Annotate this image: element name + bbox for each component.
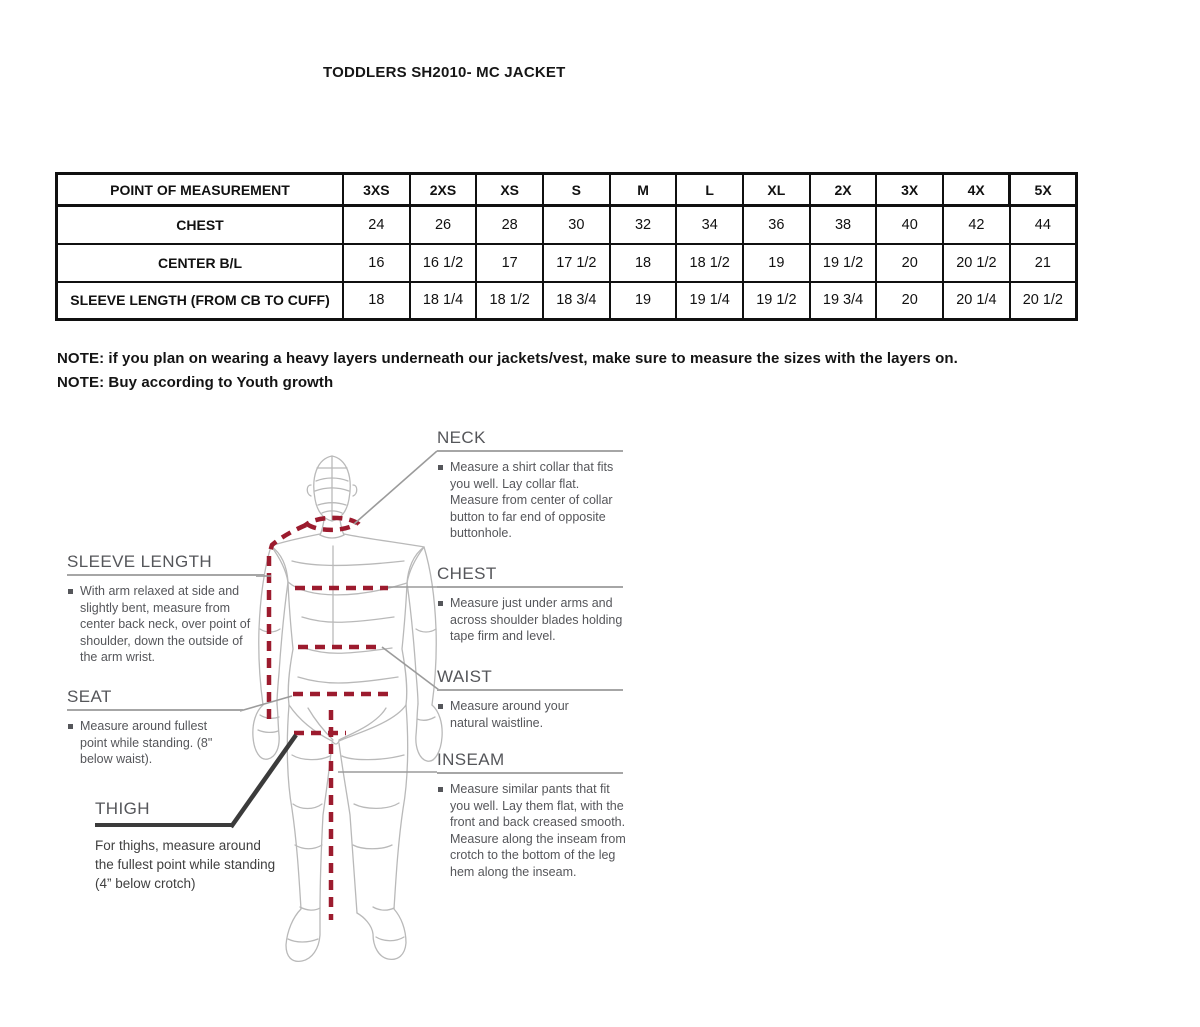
size-value-cell: 30 xyxy=(543,206,610,244)
bullet-square-icon xyxy=(438,704,443,709)
size-column-header: 3X xyxy=(876,174,943,206)
guide-item xyxy=(437,595,628,645)
size-value-cell: 20 1/4 xyxy=(943,282,1010,320)
guide-heading-sleeve-length: SLEEVE LENGTH xyxy=(67,551,264,576)
guide-section-chest xyxy=(437,563,628,645)
size-value-cell: 19 xyxy=(610,282,677,320)
size-value-cell: 16 xyxy=(343,244,410,282)
size-column-header: 3XS xyxy=(343,174,410,206)
guide-text-inseam: Measure similar pants that fit you well. Lay them flat, with the front and back creased smooth. Measure along the inseam from crotch to the bottom of the leg hem along the inseam. xyxy=(450,782,626,879)
size-column-header: XL xyxy=(743,174,810,206)
size-value-cell: 19 1/2 xyxy=(743,282,810,320)
guide-section-waist xyxy=(437,666,623,731)
guide-text-seat: Measure around fullest point while standing. (8" below waist). xyxy=(80,719,213,766)
table-header-row xyxy=(57,174,1077,206)
row-label: CHEST xyxy=(57,206,344,244)
guide-text-neck: Measure a shirt collar that fits you well. Lay collar flat. Measure from center of collar button to far end of opposite buttonhole. xyxy=(450,460,614,540)
guide-section-inseam xyxy=(437,749,628,880)
size-value-cell: 18 1/2 xyxy=(676,244,743,282)
guide-heading-chest: CHEST xyxy=(437,563,623,588)
bullet-square-icon xyxy=(438,601,443,606)
size-value-cell: 20 xyxy=(876,244,943,282)
size-value-cell: 26 xyxy=(410,206,477,244)
guide-heading-waist: WAIST xyxy=(437,666,623,691)
table-row xyxy=(57,282,1077,320)
guide-text-sleeve-length: With arm relaxed at side and slightly bent, measure from center back neck, over point of shoulder, down the outside of the arm wrist. xyxy=(80,584,251,664)
guide-section-seat xyxy=(67,686,243,768)
size-value-cell: 28 xyxy=(476,206,543,244)
size-column-header: L xyxy=(676,174,743,206)
size-value-cell: 19 3/4 xyxy=(810,282,877,320)
size-value-cell: 18 3/4 xyxy=(543,282,610,320)
size-value-cell: 20 1/2 xyxy=(1010,282,1077,320)
size-value-cell: 18 1/2 xyxy=(476,282,543,320)
size-value-cell: 20 1/2 xyxy=(943,244,1010,282)
size-value-cell: 16 1/2 xyxy=(410,244,477,282)
guide-heading-thigh: THIGH xyxy=(95,798,231,827)
size-column-header: XS xyxy=(476,174,543,206)
guide-section-sleeve-length xyxy=(67,551,264,666)
guide-heading-inseam: INSEAM xyxy=(437,749,623,774)
guide-text-chest: Measure just under arms and across shoulder blades holding tape firm and level. xyxy=(450,596,623,643)
measurement-diagram xyxy=(30,415,680,1027)
size-value-cell: 20 xyxy=(876,282,943,320)
size-value-cell: 24 xyxy=(343,206,410,244)
page-title: TODDLERS SH2010- MC JACKET xyxy=(323,64,566,81)
size-column-header: 2XS xyxy=(410,174,477,206)
size-value-cell: 38 xyxy=(810,206,877,244)
neck-callout-line xyxy=(354,451,437,524)
row-label: CENTER B/L xyxy=(57,244,344,282)
size-value-cell: 19 1/2 xyxy=(810,244,877,282)
size-column-header: S xyxy=(543,174,610,206)
size-value-cell: 44 xyxy=(1010,206,1077,244)
measurement-column-header: POINT OF MEASUREMENT xyxy=(57,174,344,206)
size-value-cell: 21 xyxy=(1010,244,1077,282)
size-column-header: 4X xyxy=(943,174,1010,206)
size-value-cell: 19 xyxy=(743,244,810,282)
size-value-cell: 36 xyxy=(743,206,810,244)
size-column-header: 5X xyxy=(1010,174,1077,206)
bullet-square-icon xyxy=(68,724,73,729)
size-value-cell: 42 xyxy=(943,206,1010,244)
seat-callout-line xyxy=(240,696,292,711)
guide-heading-seat: SEAT xyxy=(67,686,243,711)
size-value-cell: 34 xyxy=(676,206,743,244)
size-table xyxy=(55,172,1078,321)
size-value-cell: 18 1/4 xyxy=(410,282,477,320)
guide-item xyxy=(437,698,623,731)
size-value-cell: 17 1/2 xyxy=(543,244,610,282)
guide-item xyxy=(437,781,628,880)
size-value-cell: 32 xyxy=(610,206,677,244)
table-row xyxy=(57,244,1077,282)
guide-section-neck xyxy=(437,427,623,542)
guide-section-thigh xyxy=(95,798,283,893)
size-value-cell: 40 xyxy=(876,206,943,244)
note-line-2: NOTE: Buy according to Youth growth xyxy=(57,374,334,391)
size-column-header: 2X xyxy=(810,174,877,206)
table-row xyxy=(57,206,1077,244)
guide-item xyxy=(67,583,264,666)
guide-item xyxy=(437,459,623,542)
size-value-cell: 18 xyxy=(610,244,677,282)
note-line-1: NOTE: if you plan on wearing a heavy layers underneath our jackets/vest, make sure to measure the sizes with the layers on. xyxy=(57,350,958,367)
guide-item xyxy=(67,718,243,768)
size-value-cell: 18 xyxy=(343,282,410,320)
notes xyxy=(57,350,958,398)
guide-text-thigh: For thighs, measure around the fullest point while standing (4” below crotch) xyxy=(95,838,276,891)
row-label: SLEEVE LENGTH (FROM CB TO CUFF) xyxy=(57,282,344,320)
bullet-square-icon xyxy=(438,787,443,792)
guide-text-waist: Measure around your natural waistline. xyxy=(450,699,569,730)
guide-heading-neck: NECK xyxy=(437,427,623,452)
size-value-cell: 19 1/4 xyxy=(676,282,743,320)
bullet-square-icon xyxy=(68,589,73,594)
waist-callout-line xyxy=(382,647,439,690)
bullet-square-icon xyxy=(438,465,443,470)
size-value-cell: 17 xyxy=(476,244,543,282)
size-column-header: M xyxy=(610,174,677,206)
